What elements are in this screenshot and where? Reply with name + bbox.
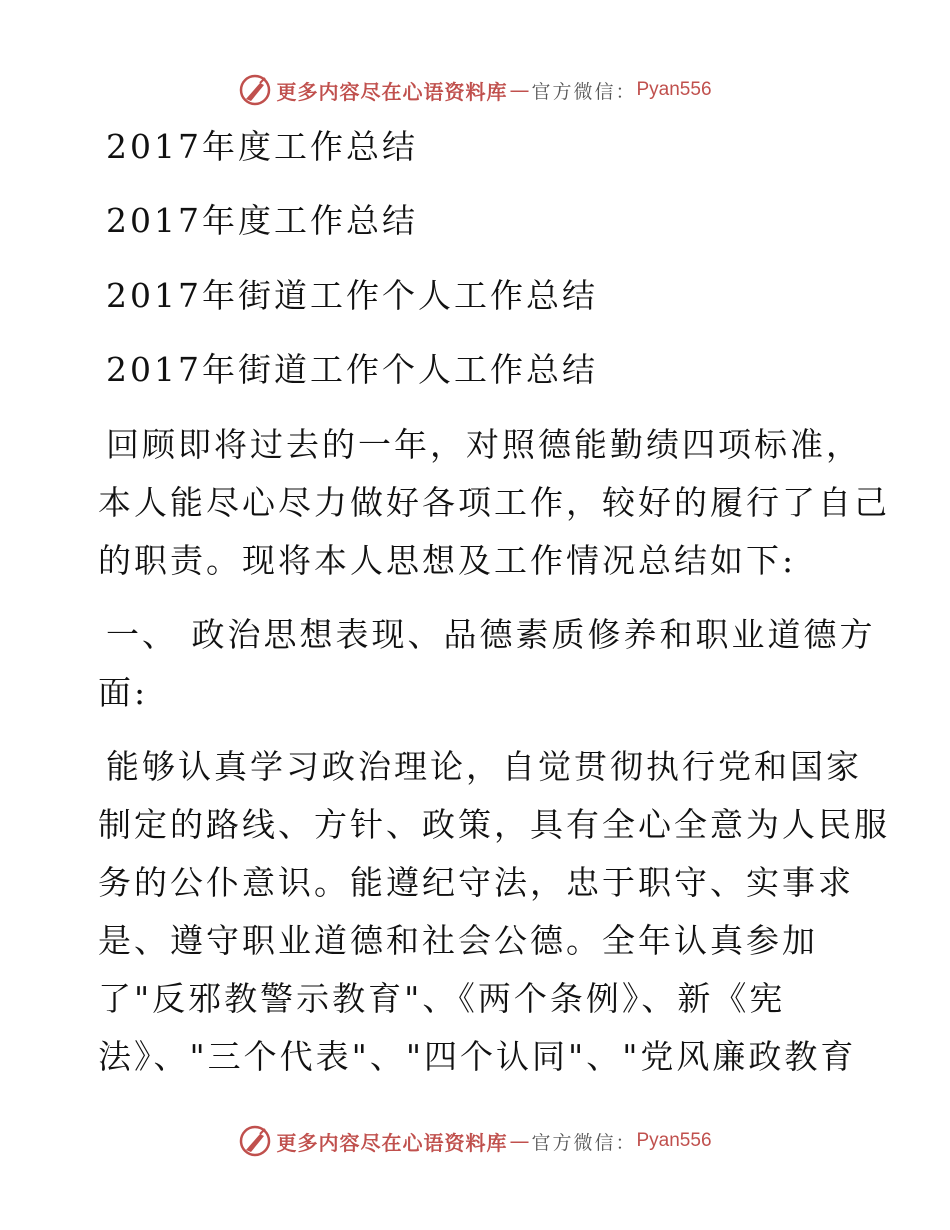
- section1-title-line-1: 一、 政治思想表现、品德素质修养和职业道德方: [106, 615, 876, 654]
- intro-line-3: 的职责。现将本人思想及工作情况总结如下:: [98, 541, 797, 580]
- intro-line-2: 本人能尽心尽力做好各项工作，较好的履行了自己: [98, 483, 890, 522]
- section1-body-line-5: 了"反邪教警示教育"、《两个条例》、新《宪: [98, 979, 786, 1018]
- pen-logo-icon: [238, 1124, 272, 1158]
- section1-body-line-3: 务的公仆意识。能遵纪守法，忠于职守、实事求: [98, 863, 854, 902]
- section1-body-line-4: 是、遵守职业道德和社会公德。全年认真参加: [98, 921, 818, 960]
- heading-line-1: 2017年度工作总结: [106, 127, 418, 166]
- watermark-label: 官方微信：: [531, 80, 637, 103]
- watermark-dash: —: [509, 78, 530, 102]
- intro-line-1: 回顾即将过去的一年，对照德能勤绩四项标准，: [106, 425, 862, 464]
- watermark-wechat-id: Pyan556: [636, 1130, 712, 1151]
- watermark-text: 更多内容尽在心语资料库: [276, 1130, 508, 1155]
- pen-logo-icon: [238, 73, 272, 107]
- heading-line-4: 2017年街道工作个人工作总结: [106, 350, 598, 389]
- watermark-label: 官方微信：: [531, 1131, 637, 1154]
- heading-line-3: 2017年街道工作个人工作总结: [106, 276, 598, 315]
- watermark-text: 更多内容尽在心语资料库: [276, 79, 508, 104]
- watermark-banner-top: [0, 70, 950, 110]
- section1-body-line-2: 制定的路线、方针、政策，具有全心全意为人民服: [98, 805, 890, 844]
- section1-title-line-2: 面:: [98, 673, 149, 712]
- watermark-banner-bottom: [0, 1121, 950, 1161]
- section1-body-line-1: 能够认真学习政治理论，自觉贯彻执行党和国家: [106, 747, 862, 786]
- watermark-wechat-id: Pyan556: [636, 79, 712, 100]
- section1-body-line-6: 法》、"三个代表"、"四个认同"、"党风廉政教育: [98, 1037, 857, 1076]
- heading-line-2: 2017年度工作总结: [106, 201, 418, 240]
- watermark-dash: —: [509, 1129, 530, 1153]
